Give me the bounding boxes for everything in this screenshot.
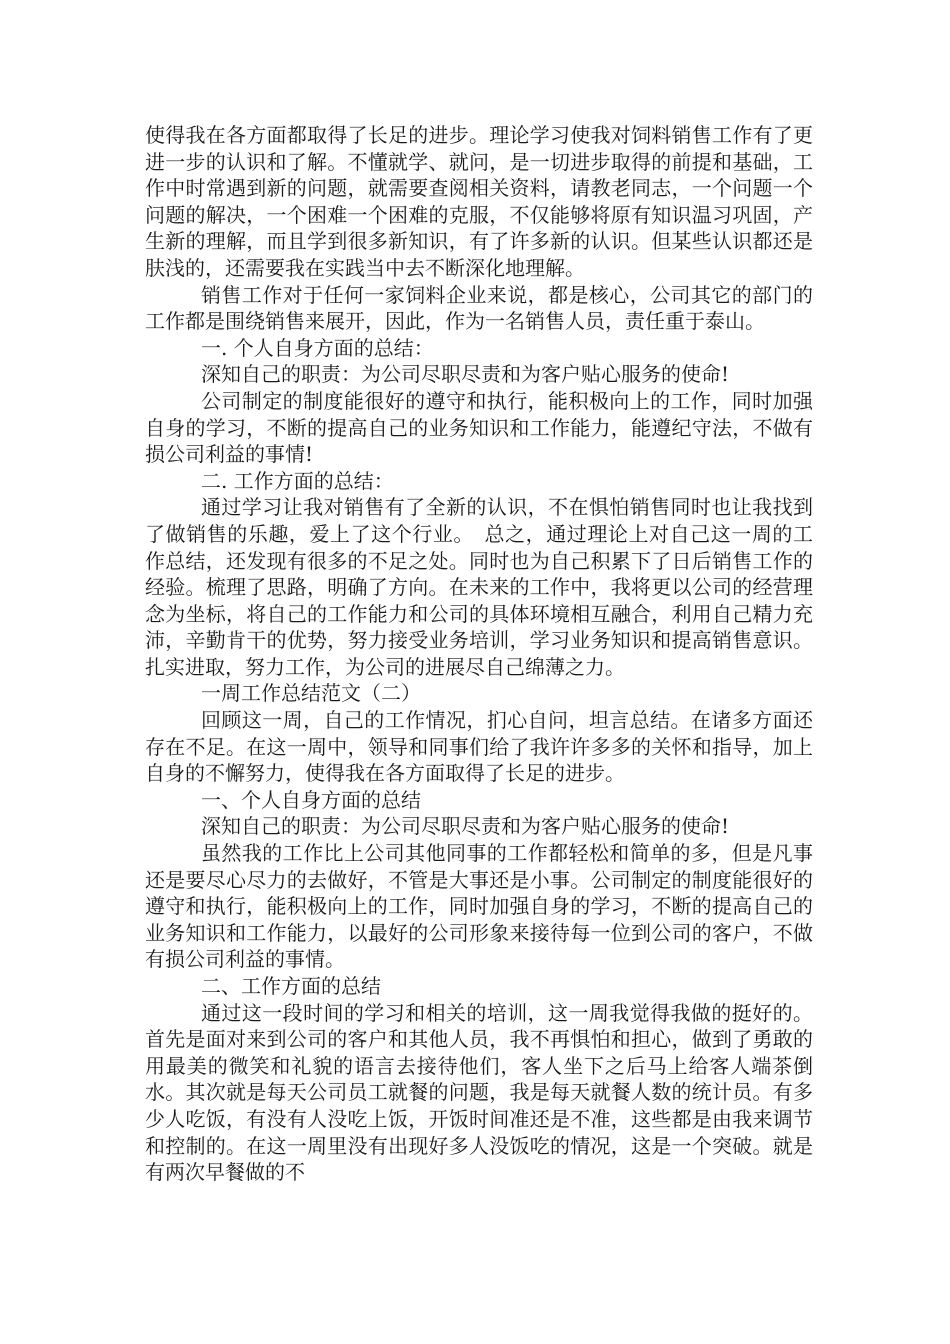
heading-personal-summary-two: 一、个人自身方面的总结 [201, 787, 421, 812]
paragraph-duty-two: 深知自己的职责：为公司尽职尽责和为客户贴心服务的使命! [201, 814, 730, 839]
document-body [145, 122, 813, 1186]
paragraph-work-attitude: 虽然我的工作比上公司其他同事的工作都轻松和简单的多，但是凡事还是要尽心尽力的去做好，不管是大事还是小事。公司制定的制度能很好的遵守和执行，能积极向上的工作，同时加强自身的学习，不断的提高自己的业务知识和工作能力，以最好的公司形象来接待每一位到公司的客户，不做有损公司利益的事情。 [145, 841, 813, 972]
paragraph-intro: 使得我在各方面都取得了长足的进步。理论学习使我对饲料销售工作有了更进一步的认识和了解。不懂就学、就问，是一切进步取得的前提和基础，工作中时常遇到新的问题，就需要查阅相关资料，请教老同志，一个问题一个问题的解决，一个困难一个困难的克服，不仅能够将原有知识温习巩固，产生新的理解，而且学到很多新知识，有了许多新的认识。但某些认识都还是肤浅的，还需要我在实践当中去不断深化地理解。 [145, 123, 813, 280]
heading-sample-two: 一周工作总结范文（二） [201, 681, 421, 706]
heading-work-summary-two: 二、工作方面的总结 [201, 974, 381, 998]
paragraph-duty: 深知自己的职责：为公司尽职尽责和为客户贴心服务的使命! [201, 362, 730, 387]
heading-work-summary: 二. 工作方面的总结： [201, 468, 394, 493]
paragraph-training: 通过这一段时间的学习和相关的培训，这一周我觉得我做的挺好的。首先是面对来到公司的客户和其他人员，我不再惧怕和担心，做到了勇敢的用最美的微笑和礼貌的语言去接待他们，客人坐下之后马上给客人端茶倒水。其次就是每天公司员工就餐的问题，我是每天就餐人数的统计员。有多少人吃饭，有没有人没吃上饭，开饭时间准还是不准，这些都是由我来调节和控制的。在这一周里没有出现好多人没饭吃的情况，这是一个突破。就是有两次早餐做的不 [145, 1000, 813, 1185]
paragraph-sales-core: 销售工作对于任何一家饲料企业来说，都是核心，公司其它的部门的工作都是围绕销售来展开，因此，作为一名销售人员，责任重于泰山。 [145, 282, 813, 334]
paragraph-learning: 通过学习让我对销售有了全新的认识，不在惧怕销售同时也让我找到了做销售的乐趣，爱上了这个行业。 总之，通过理论上对自己这一周的工作总结，还发现有很多的不足之处。同时也为自己积累下了日后销售工作的经验。梳理了思路，明确了方向。在未来的工作中，我将更以公司的经营理念为坐标，将自己的工作能力和公司的具体环境相互融合，利用自己精力充沛，辛勤肯干的优势，努力接受业务培训，学习业务知识和提高销售意识。扎实进取，努力工作，为公司的进展尽自己绵薄之力。 [145, 495, 813, 679]
paragraph-rules: 公司制定的制度能很好的遵守和执行，能积极向上的工作，同时加强自身的学习，不断的提高自己的业务知识和工作能力，能遵纪守法，不做有损公司利益的事情! [145, 388, 813, 467]
paragraph-review: 回顾这一周，自己的工作情况，扪心自问，坦言总结。在诸多方面还存在不足。在这一周中，领导和同事们给了我许许多多的关怀和指导，加上自身的不懈努力，使得我在各方面取得了长足的进步。 [145, 708, 813, 786]
heading-personal-summary: 一. 个人自身方面的总结： [201, 335, 434, 360]
